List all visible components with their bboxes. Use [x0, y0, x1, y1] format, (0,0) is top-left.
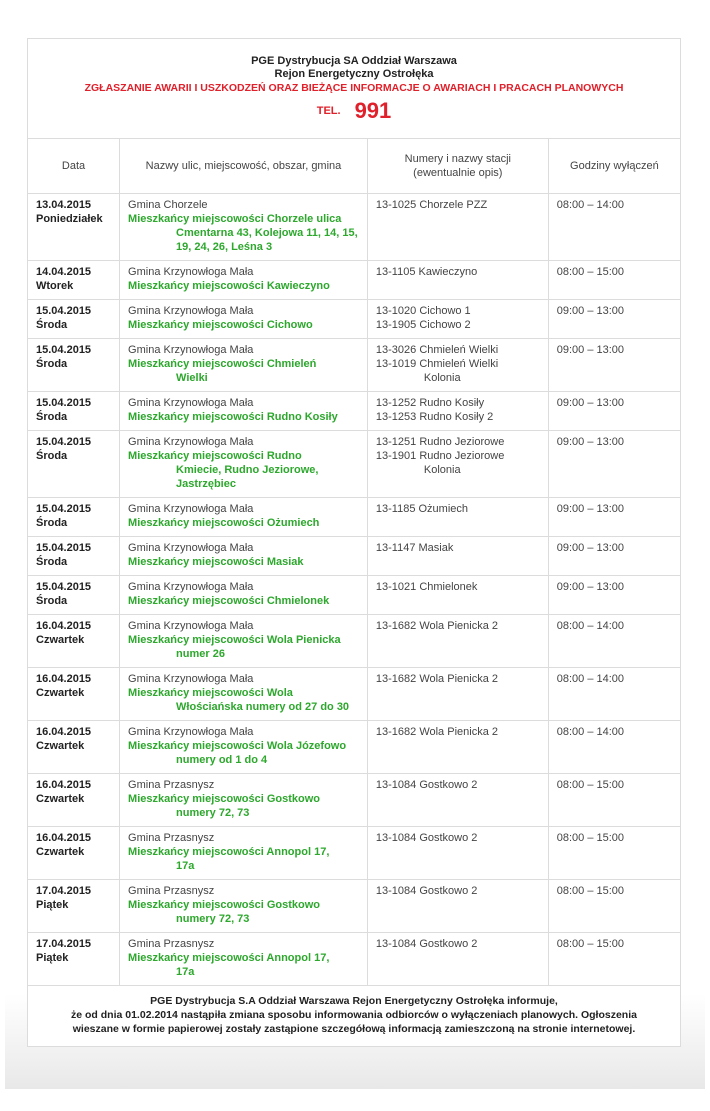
station-entry: 13-3026 Chmieleń Wielki	[375, 344, 499, 356]
stations-cell	[367, 300, 548, 339]
area-cell	[120, 576, 368, 615]
row-residents	[128, 318, 359, 332]
row-gmina: Gmina Krzynowłoga Mała	[128, 673, 254, 685]
row-date: 17.04.2015	[36, 938, 92, 950]
row-date: 17.04.2015	[36, 885, 92, 897]
row-day: Wtorek	[36, 280, 74, 292]
col-header-date: Data	[28, 139, 120, 194]
table-row	[28, 933, 680, 986]
area-cell	[120, 498, 368, 537]
stations-cell	[367, 194, 548, 261]
area-cell	[120, 827, 368, 880]
hours-cell: 08:00 – 14:00	[548, 194, 680, 261]
table-row	[28, 615, 680, 668]
row-date: 16.04.2015	[36, 620, 92, 632]
area-cell	[120, 774, 368, 827]
row-residents	[128, 845, 359, 873]
hours-cell: 09:00 – 13:00	[548, 339, 680, 392]
row-date: 15.04.2015	[36, 542, 92, 554]
col-header-streets: Nazwy ulic, miejscowość, obszar, gmina	[120, 139, 368, 194]
residents-first: Mieszkańcy miejscowości Chmieleń	[128, 358, 317, 370]
hours-cell: 08:00 – 14:00	[548, 615, 680, 668]
hours-cell: 09:00 – 13:00	[548, 537, 680, 576]
station-entry: 13-1084 Gostkowo 2	[375, 832, 478, 844]
date-cell	[28, 194, 120, 261]
row-gmina: Gmina Krzynowłoga Mała	[128, 266, 254, 278]
row-gmina: Gmina Krzynowłoga Mała	[128, 436, 254, 448]
row-day: Środa	[36, 358, 68, 370]
residents-first: Mieszkańcy miejscowości Cichowo	[128, 319, 313, 331]
stations-cell	[367, 774, 548, 827]
outage-table	[28, 139, 680, 986]
date-cell	[28, 774, 120, 827]
row-gmina: Gmina Krzynowłoga Mała	[128, 305, 254, 317]
station-entry: 13-1252 Rudno Kosiły	[375, 397, 485, 409]
table-row	[28, 721, 680, 774]
residents-continuation: 17a	[176, 966, 195, 978]
table-row	[28, 668, 680, 721]
row-date: 15.04.2015	[36, 581, 92, 593]
row-day: Środa	[36, 319, 68, 331]
hours-cell: 09:00 – 13:00	[548, 392, 680, 431]
table-row	[28, 392, 680, 431]
area-cell	[120, 300, 368, 339]
phone-label: TEL.	[316, 105, 341, 117]
row-date: 14.04.2015	[36, 266, 92, 278]
hours-cell: 09:00 – 13:00	[548, 431, 680, 498]
date-cell	[28, 615, 120, 668]
row-residents	[128, 686, 359, 714]
date-cell	[28, 537, 120, 576]
station-continuation: Kolonia	[423, 464, 461, 476]
table-row	[28, 339, 680, 392]
table-row	[28, 261, 680, 300]
row-day: Czwartek	[36, 793, 85, 805]
row-residents	[128, 951, 359, 979]
table-row	[28, 431, 680, 498]
hours-cell: 08:00 – 14:00	[548, 668, 680, 721]
date-cell	[28, 339, 120, 392]
row-date: 15.04.2015	[36, 397, 92, 409]
header	[28, 39, 680, 139]
date-cell	[28, 261, 120, 300]
row-gmina: Gmina Przasnysz	[128, 885, 215, 897]
residents-first: Mieszkańcy miejscowości Chorzele ulica	[128, 213, 342, 225]
residents-continuation: numer 26	[176, 648, 225, 660]
area-cell	[120, 537, 368, 576]
row-day: Piątek	[36, 952, 69, 964]
row-date: 16.04.2015	[36, 673, 92, 685]
row-date: 15.04.2015	[36, 436, 92, 448]
row-residents	[128, 898, 359, 926]
residents-continuation: 17a	[176, 860, 195, 872]
row-date: 15.04.2015	[36, 305, 92, 317]
residents-continuation: numery od 1 do 4	[176, 754, 268, 766]
row-day: Czwartek	[36, 846, 85, 858]
row-date: 16.04.2015	[36, 832, 92, 844]
table-row	[28, 576, 680, 615]
outage-panel	[27, 38, 681, 1047]
area-cell	[120, 261, 368, 300]
row-gmina: Gmina Krzynowłoga Mała	[128, 620, 254, 632]
row-residents	[128, 212, 359, 254]
row-residents	[128, 633, 359, 661]
row-gmina: Gmina Krzynowłoga Mała	[128, 397, 254, 409]
area-cell	[120, 933, 368, 986]
residents-first: Mieszkańcy miejscowości Wola Józefowo	[128, 740, 347, 752]
company-name: PGE Dystrybucja SA Oddział Warszawa	[251, 55, 457, 67]
row-residents	[128, 449, 359, 491]
footer-line2: że od dnia 01.02.2014 nastąpiła zmiana sposobu informowania odbiorców o wyłączeniach planowych. Ogłoszenia wieszane w formie papierowej zostały zastąpione szczegółową informacją zamieszczoną na stronie internetowej.	[71, 1009, 637, 1035]
hours-cell: 08:00 – 15:00	[548, 880, 680, 933]
row-day: Czwartek	[36, 740, 85, 752]
row-residents	[128, 792, 359, 820]
table-row	[28, 880, 680, 933]
row-gmina: Gmina Krzynowłoga Mała	[128, 726, 254, 738]
row-day: Środa	[36, 450, 68, 462]
date-cell	[28, 880, 120, 933]
col-header-stations: Numery i nazwy stacji (ewentualnie opis)	[367, 139, 548, 194]
row-residents	[128, 594, 359, 608]
residents-first: Mieszkańcy miejscowości Annopol 17,	[128, 952, 330, 964]
hours-cell: 08:00 – 14:00	[548, 721, 680, 774]
residents-continuation: numery 72, 73	[176, 913, 250, 925]
date-cell	[28, 498, 120, 537]
stations-cell	[367, 880, 548, 933]
col-header-hours: Godziny wyłączeń	[548, 139, 680, 194]
row-date: 15.04.2015	[36, 503, 92, 515]
hours-cell: 09:00 – 13:00	[548, 498, 680, 537]
area-cell	[120, 880, 368, 933]
station-entry: 13-1901 Rudno Jeziorowe	[375, 450, 505, 462]
residents-continuation: numery 72, 73	[176, 807, 250, 819]
area-cell	[120, 339, 368, 392]
table-row	[28, 827, 680, 880]
footer-notice	[28, 986, 680, 1046]
residents-first: Mieszkańcy miejscowości Wola Pienicka	[128, 634, 341, 646]
table-row	[28, 498, 680, 537]
row-date: 16.04.2015	[36, 779, 92, 791]
stations-cell	[367, 721, 548, 774]
residents-first: Mieszkańcy miejscowości Ożumiech	[128, 517, 320, 529]
stations-cell	[367, 339, 548, 392]
phone	[28, 98, 680, 124]
station-entry: 13-1025 Chorzele PZZ	[375, 199, 488, 211]
area-cell	[120, 194, 368, 261]
row-day: Środa	[36, 556, 68, 568]
residents-first: Mieszkańcy miejscowości Gostkowo	[128, 793, 321, 805]
table-row	[28, 194, 680, 261]
table-row	[28, 300, 680, 339]
date-cell	[28, 392, 120, 431]
residents-continuation: Cmentarna 43, Kolejowa 11, 14, 15, 19, 24, 26, Leśna 3	[176, 227, 358, 253]
row-gmina: Gmina Krzynowłoga Mała	[128, 581, 254, 593]
stations-cell	[367, 615, 548, 668]
date-cell	[28, 721, 120, 774]
residents-first: Mieszkańcy miejscowości Wola	[128, 687, 293, 699]
row-date: 13.04.2015	[36, 199, 92, 211]
station-entry: 13-1682 Wola Pienicka 2	[375, 673, 498, 685]
row-day: Środa	[36, 595, 68, 607]
residents-continuation: Włościańska numery od 27 do 30	[176, 701, 350, 713]
station-entry: 13-1105 Kawieczyno	[375, 266, 478, 278]
row-residents	[128, 279, 359, 293]
residents-continuation: Wielki	[176, 372, 208, 384]
area-cell	[120, 431, 368, 498]
station-entry: 13-1084 Gostkowo 2	[375, 779, 478, 791]
residents-first: Mieszkańcy miejscowości Kawieczyno	[128, 280, 330, 292]
row-residents	[128, 516, 359, 530]
date-cell	[28, 300, 120, 339]
date-cell	[28, 933, 120, 986]
hours-cell: 08:00 – 15:00	[548, 933, 680, 986]
stations-cell	[367, 668, 548, 721]
date-cell	[28, 827, 120, 880]
hours-cell: 08:00 – 15:00	[548, 261, 680, 300]
hours-cell: 09:00 – 13:00	[548, 300, 680, 339]
stations-cell	[367, 392, 548, 431]
stations-cell	[367, 933, 548, 986]
residents-first: Mieszkańcy miejscowości Annopol 17,	[128, 846, 330, 858]
phone-number: 991	[354, 98, 392, 123]
stations-cell	[367, 576, 548, 615]
row-gmina: Gmina Przasnysz	[128, 938, 215, 950]
stations-cell	[367, 431, 548, 498]
station-entry: 13-1253 Rudno Kosiły 2	[375, 411, 494, 423]
row-day: Czwartek	[36, 634, 85, 646]
hours-cell: 09:00 – 13:00	[548, 576, 680, 615]
area-cell	[120, 392, 368, 431]
row-day: Piątek	[36, 899, 69, 911]
station-continuation: Kolonia	[423, 372, 461, 384]
row-gmina: Gmina Krzynowłoga Mała	[128, 344, 254, 356]
row-residents	[128, 357, 359, 385]
station-entry: 13-1084 Gostkowo 2	[375, 885, 478, 897]
stations-cell	[367, 261, 548, 300]
row-day: Czwartek	[36, 687, 85, 699]
area-cell	[120, 668, 368, 721]
station-entry: 13-1682 Wola Pienicka 2	[375, 726, 498, 738]
stations-cell	[367, 537, 548, 576]
table-row	[28, 774, 680, 827]
residents-first: Mieszkańcy miejscowości Rudno	[128, 450, 302, 462]
residents-first: Mieszkańcy miejscowości Masiak	[128, 556, 304, 568]
hours-cell: 08:00 – 15:00	[548, 774, 680, 827]
row-date: 16.04.2015	[36, 726, 92, 738]
table-header-row	[28, 139, 680, 194]
row-gmina: Gmina Przasnysz	[128, 832, 215, 844]
area-cell	[120, 615, 368, 668]
stations-cell	[367, 498, 548, 537]
date-cell	[28, 668, 120, 721]
row-gmina: Gmina Chorzele	[128, 199, 208, 211]
row-day: Środa	[36, 517, 68, 529]
row-day: Poniedziałek	[36, 213, 103, 225]
stations-cell	[367, 827, 548, 880]
station-entry: 13-1020 Cichowo 1	[375, 305, 471, 317]
row-residents	[128, 410, 359, 424]
row-date: 15.04.2015	[36, 344, 92, 356]
residents-first: Mieszkańcy miejscowości Gostkowo	[128, 899, 321, 911]
residents-first: Mieszkańcy miejscowości Chmielonek	[128, 595, 330, 607]
region-name: Rejon Energetyczny Ostrołęka	[274, 68, 434, 80]
row-gmina: Gmina Krzynowłoga Mała	[128, 542, 254, 554]
station-entry: 13-1251 Rudno Jeziorowe	[375, 436, 505, 448]
row-residents	[128, 555, 359, 569]
footer-line1: PGE Dystrybucja S.A Oddział Warszawa Rejon Energetyczny Ostrołęka informuje,	[150, 995, 558, 1007]
row-gmina: Gmina Krzynowłoga Mała	[128, 503, 254, 515]
report-notice: ZGŁASZANIE AWARII I USZKODZEŃ ORAZ BIEŻĄCE INFORMACJE O AWARIACH I PRACACH PLANOWYCH	[84, 82, 624, 94]
area-cell	[120, 721, 368, 774]
row-gmina: Gmina Przasnysz	[128, 779, 215, 791]
station-entry: 13-1021 Chmielonek	[375, 581, 478, 593]
residents-first: Mieszkańcy miejscowości Rudno Kosiły	[128, 411, 338, 423]
station-entry: 13-1682 Wola Pienicka 2	[375, 620, 498, 632]
table-row	[28, 537, 680, 576]
residents-continuation: Kmiecie, Rudno Jeziorowe, Jastrzębiec	[176, 464, 319, 490]
station-entry: 13-1019 Chmieleń Wielki	[375, 358, 499, 370]
row-residents	[128, 739, 359, 767]
row-day: Środa	[36, 411, 68, 423]
station-entry: 13-1905 Cichowo 2	[375, 319, 471, 331]
station-entry: 13-1084 Gostkowo 2	[375, 938, 478, 950]
station-entry: 13-1147 Masiak	[375, 542, 454, 554]
hours-cell: 08:00 – 15:00	[548, 827, 680, 880]
station-entry: 13-1185 Ożumiech	[375, 503, 469, 515]
date-cell	[28, 431, 120, 498]
date-cell	[28, 576, 120, 615]
